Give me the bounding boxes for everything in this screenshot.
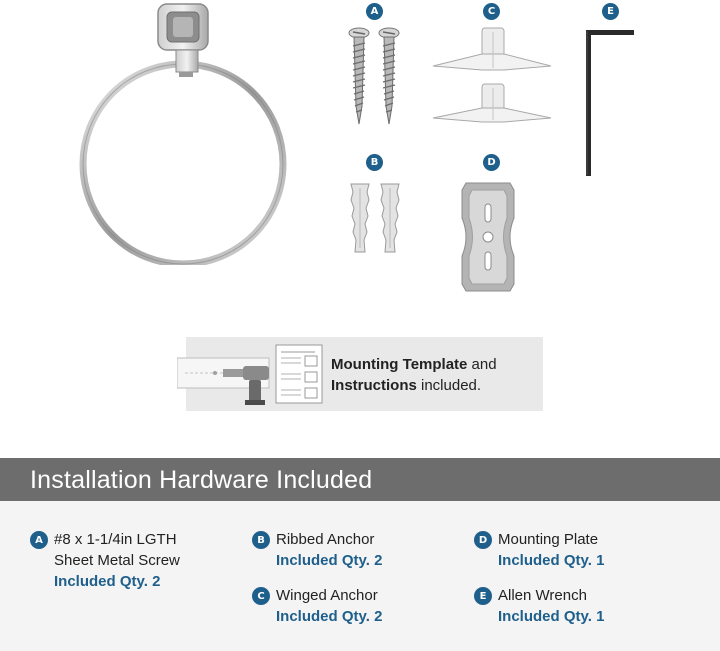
badge-c: C xyxy=(483,3,500,20)
item-badge: E xyxy=(474,587,492,605)
item-name: #8 x 1-1/4in LGTH xyxy=(54,531,177,548)
item-name: Allen Wrench xyxy=(498,587,587,604)
drill-template-icon xyxy=(177,356,275,406)
badge-b: B xyxy=(366,154,383,171)
allen-wrench-icon xyxy=(582,26,638,178)
item-badge: A xyxy=(30,531,48,549)
template-banner xyxy=(186,337,543,411)
hardware-header xyxy=(0,458,720,501)
instructions-document-icon xyxy=(275,344,323,404)
badge-a: A xyxy=(366,3,383,20)
template-label-rest: and xyxy=(467,356,497,373)
item-qty: Included Qty. 1 xyxy=(498,552,605,569)
template-caption xyxy=(331,354,541,396)
screw-icon xyxy=(343,26,405,126)
instructions-label-rest: included. xyxy=(416,377,482,394)
item-badge: B xyxy=(252,531,270,549)
item-qty: Included Qty. 2 xyxy=(276,608,383,625)
item-badge: D xyxy=(474,531,492,549)
mounting-plate-icon xyxy=(460,180,516,294)
hardware-title: Installation Hardware Included xyxy=(30,466,373,494)
ribbed-anchor-icon xyxy=(343,182,405,258)
item-badge: C xyxy=(252,587,270,605)
hardware-list xyxy=(0,501,720,651)
instructions-label: Instructions xyxy=(331,377,417,394)
item-name: Winged Anchor xyxy=(276,587,378,604)
towel-ring-image xyxy=(78,0,310,265)
template-label: Mounting Template xyxy=(331,356,468,373)
item-qty: Included Qty. 1 xyxy=(498,608,605,625)
item-qty: Included Qty. 2 xyxy=(54,573,161,590)
item-name-line2: Sheet Metal Screw xyxy=(54,552,180,569)
winged-anchor-icon xyxy=(430,24,554,130)
item-name: Mounting Plate xyxy=(498,531,599,548)
badge-d: D xyxy=(483,154,500,171)
badge-e: E xyxy=(602,3,619,20)
item-qty: Included Qty. 2 xyxy=(276,552,383,569)
item-name: Ribbed Anchor xyxy=(276,531,375,548)
